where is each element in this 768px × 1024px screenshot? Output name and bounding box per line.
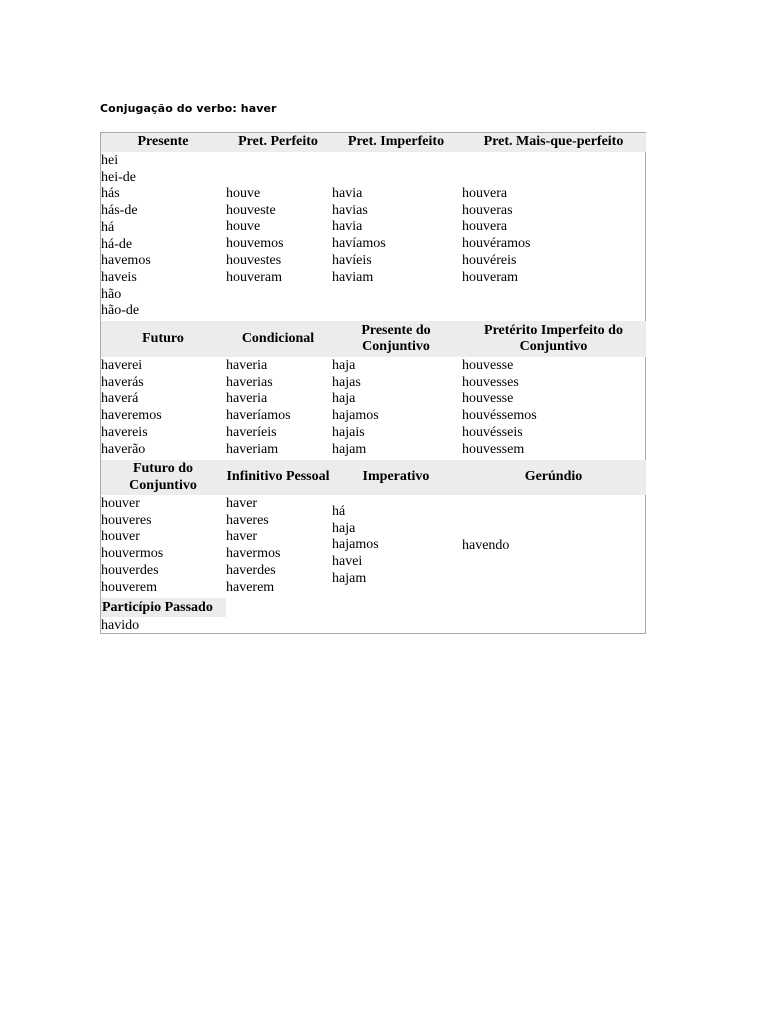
- list-item: houverdes: [101, 562, 159, 578]
- column-futuro: [101, 358, 162, 458]
- list-item: haveria: [226, 391, 268, 407]
- list-item: haveria: [226, 358, 268, 373]
- header-presente: Presente: [137, 134, 189, 150]
- list-item: houvéreis: [462, 252, 517, 268]
- list-item: há: [101, 219, 115, 235]
- participio-value: havido: [101, 618, 140, 633]
- list-item: hajam: [332, 570, 367, 586]
- page-title: Conjugação do verbo: haver: [100, 102, 277, 115]
- column-imperativo: [332, 504, 379, 588]
- list-item: houvera: [462, 219, 508, 235]
- list-item: havíeis: [332, 252, 372, 268]
- list-item: hajam: [332, 441, 367, 457]
- list-item: haja: [332, 391, 356, 407]
- list-item: houvesses: [462, 374, 519, 390]
- list-item: hei: [101, 153, 119, 168]
- column-gerundio: [462, 538, 509, 555]
- header-pret-mais-que-perfeito: Pret. Mais-que-perfeito: [483, 134, 624, 150]
- list-item: houvera: [462, 186, 508, 201]
- header-presente-conjuntivo: Presente do Conjuntivo: [361, 322, 431, 354]
- list-item: houvéramos: [462, 236, 531, 252]
- list-item: havereis: [101, 424, 148, 440]
- list-item: haveremos: [101, 408, 162, 424]
- list-item: havermos: [226, 546, 281, 562]
- column-pret-imperfeito: [332, 186, 386, 286]
- list-item: houve: [226, 186, 261, 201]
- header-infinitivo-pessoal: Infinitivo Pessoal: [226, 469, 330, 485]
- list-item: houvemos: [226, 236, 284, 252]
- column-infinitivo-pessoal: [226, 496, 280, 596]
- column-futuro-conjuntivo: [101, 496, 163, 596]
- list-item: hajas: [332, 374, 361, 390]
- section1-header-row: [101, 133, 646, 152]
- list-item: havia: [332, 186, 363, 201]
- list-item: havia: [332, 219, 363, 235]
- column-condicional: [226, 358, 291, 458]
- list-item: haveríamos: [226, 408, 291, 424]
- column-pret-mais-que-perfeito: [462, 186, 530, 286]
- list-item: houvestes: [226, 252, 282, 268]
- list-item: hão: [101, 286, 122, 302]
- list-item: houve: [226, 219, 261, 235]
- column-presente-conjuntivo: [332, 358, 379, 458]
- list-item: hajamos: [332, 408, 379, 424]
- list-item: hajais: [332, 424, 365, 440]
- header-pret-imperfeito: Pret. Imperfeito: [347, 134, 445, 150]
- list-item: havias: [332, 202, 368, 218]
- list-item: hão-de: [101, 303, 140, 319]
- list-item: haja: [332, 358, 356, 373]
- list-item: houveres: [101, 512, 152, 528]
- list-item: haverás: [101, 374, 144, 390]
- header-futuro-conjuntivo: Futuro do Conjuntivo: [129, 461, 197, 493]
- list-item: haver: [226, 529, 258, 545]
- list-item: haverdes: [226, 562, 276, 578]
- list-item: houveram: [462, 269, 518, 285]
- list-item: havendo: [462, 538, 510, 553]
- header-imperativo: Imperativo: [362, 469, 430, 485]
- list-item: houvésseis: [462, 424, 523, 440]
- header-futuro: Futuro: [142, 330, 184, 346]
- list-item: houvesse: [462, 358, 514, 373]
- list-item: haveres: [226, 512, 269, 528]
- list-item: haverem: [226, 579, 275, 595]
- list-item: hás: [101, 186, 120, 202]
- header-gerundio: Gerúndio: [524, 469, 583, 485]
- list-item: haverias: [226, 374, 273, 390]
- header-pret-perfeito: Pret. Perfeito: [238, 134, 318, 150]
- section3-header-row: [101, 460, 646, 495]
- column-presente: [101, 153, 151, 320]
- list-item: haverá: [101, 391, 139, 407]
- list-item: haverão: [101, 441, 146, 457]
- list-item: houvermos: [101, 546, 164, 562]
- header-preterito-imperfeito-conjuntivo: Pretérito Imperfeito do Conjuntivo: [484, 322, 623, 354]
- list-item: houveras: [462, 202, 513, 218]
- list-item: haveríeis: [226, 424, 277, 440]
- list-item: houvesse: [462, 391, 514, 407]
- list-item: houveste: [226, 202, 276, 218]
- section2-header-row: [101, 321, 646, 357]
- list-item: há: [332, 504, 346, 519]
- column-preterito-imperfeito-conjuntivo: [462, 358, 537, 458]
- list-item: havíamos: [332, 236, 386, 252]
- header-participio-passado: Particípio Passado: [101, 598, 226, 617]
- list-item: hei-de: [101, 169, 136, 185]
- list-item: houveram: [226, 269, 282, 285]
- list-item: houvéssemos: [462, 408, 537, 424]
- list-item: houverem: [101, 579, 157, 595]
- list-item: haver: [226, 496, 258, 511]
- list-item: havei: [332, 554, 363, 570]
- list-item: há-de: [101, 236, 133, 252]
- list-item: haja: [332, 520, 356, 536]
- list-item: haviam: [332, 269, 374, 285]
- list-item: hajamos: [332, 537, 379, 553]
- list-item: houver: [101, 496, 140, 511]
- column-pret-perfeito: [226, 186, 284, 286]
- list-item: houver: [101, 529, 140, 545]
- list-item: havemos: [101, 253, 151, 269]
- header-condicional: Condicional: [241, 330, 315, 346]
- list-item: haverei: [101, 358, 143, 373]
- list-item: haveis: [101, 269, 137, 285]
- list-item: houvessem: [462, 441, 525, 457]
- list-item: haveriam: [226, 441, 279, 457]
- list-item: hás-de: [101, 203, 138, 219]
